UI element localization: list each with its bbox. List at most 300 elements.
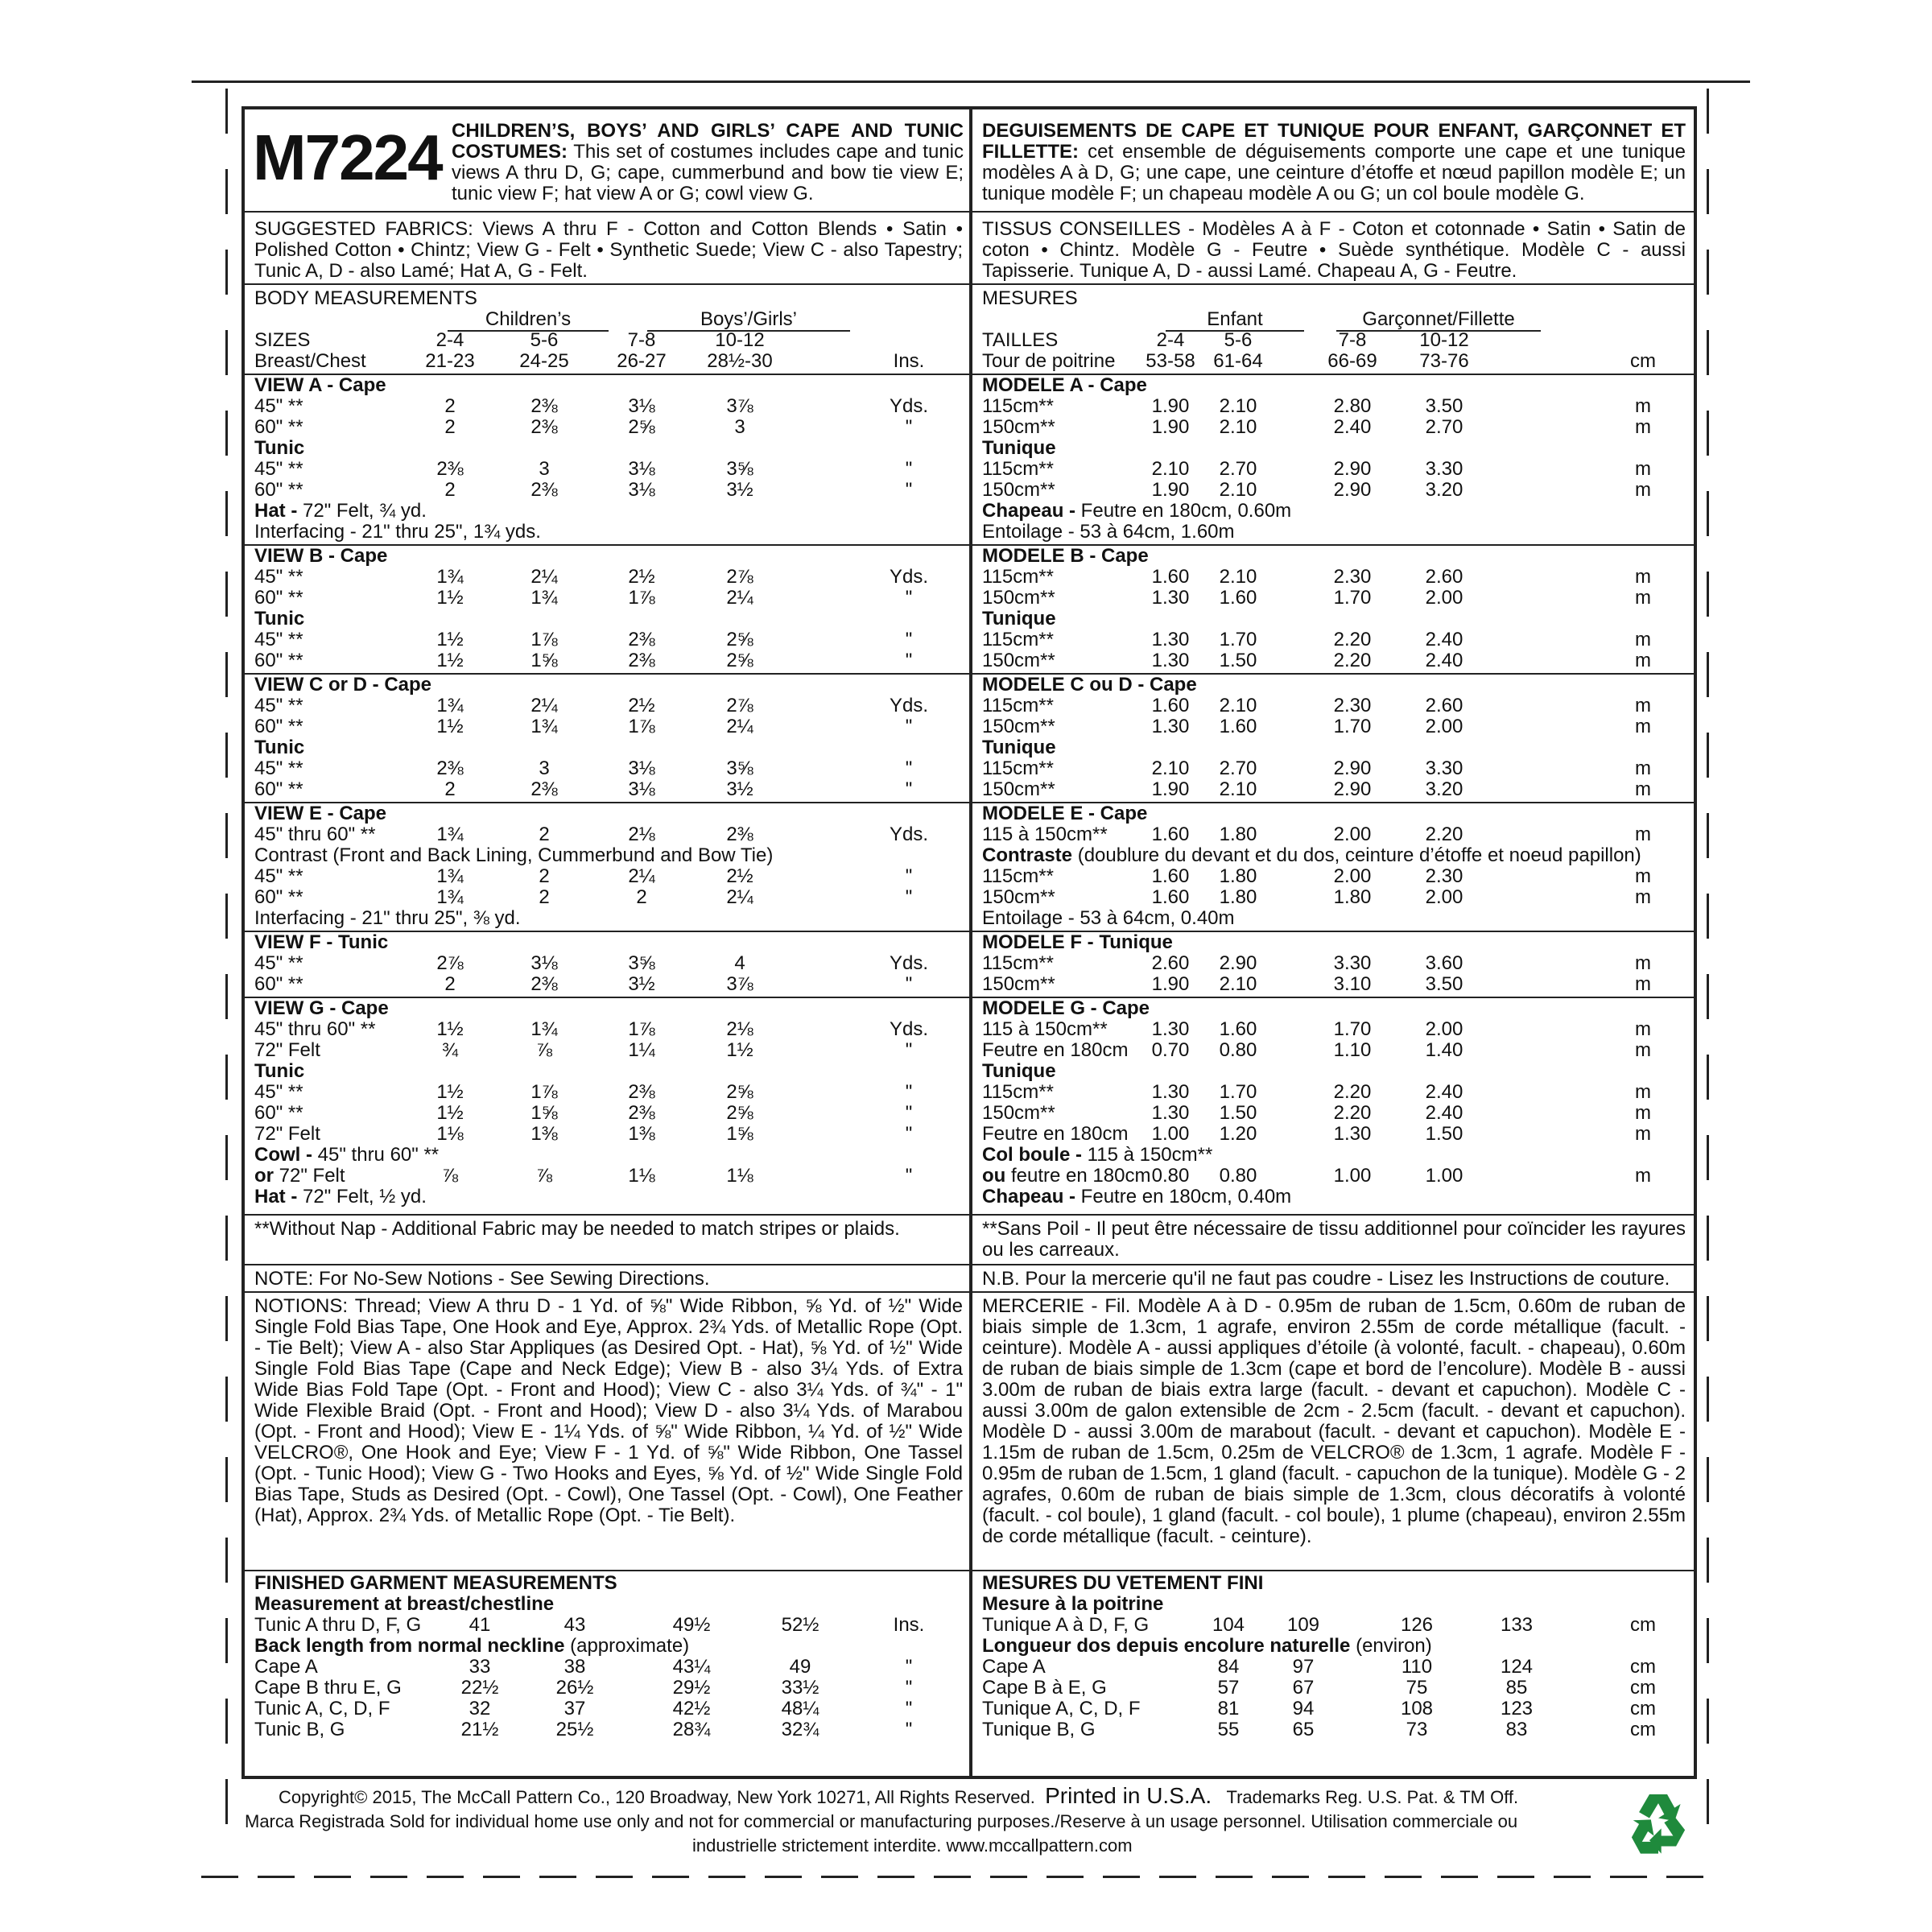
en-row-label [254, 1145, 439, 1166]
en-row-value: 1⅞ [628, 716, 655, 737]
fr-row-value: 1.30 [1151, 650, 1190, 671]
en-row-value: 2⅞ [726, 695, 753, 716]
cut-mark [370, 1876, 407, 1878]
fr-row-label: 115cm** [982, 1081, 1054, 1103]
fr-row-value: 3.20 [1425, 479, 1463, 501]
en-row-value: 2⅝ [726, 1102, 753, 1124]
fr-group2: Garçonnet/Fillette [1362, 308, 1515, 330]
en-fin-label: Cape A [254, 1656, 318, 1678]
fr-chest-2: 66-69 [1327, 350, 1377, 372]
french-intro [982, 121, 1686, 204]
en-row-value: 3⅝ [726, 458, 753, 480]
fr-row-value: 2.00 [1333, 824, 1372, 845]
en-row-value: 2⅜ [530, 778, 558, 800]
fr-row-label: MODELE A - Cape [982, 374, 1147, 396]
fr-fin-unit: cm [1630, 1698, 1656, 1719]
fr-row-label: 115cm** [982, 758, 1054, 779]
en-row-value: 3⅝ [628, 952, 655, 974]
cut-mark [1707, 1699, 1709, 1744]
use-notice: Marca Registrada Sold for individual home use only and not for commercial or manufacturing purposes./Reserve à un usage personnel. Utilisation commerciale ou [245, 1811, 1518, 1831]
fr-row-value: 3.10 [1333, 973, 1372, 995]
fr-row-value: 2.60 [1425, 695, 1463, 716]
fr-row-value: 2.40 [1425, 1081, 1463, 1103]
fr-finished-title: MESURES DU VETEMENT FINI [982, 1572, 1264, 1594]
en-row-label: 72" Felt [254, 1039, 320, 1061]
fr-row-unit: m [1635, 716, 1651, 737]
cut-mark [427, 1876, 464, 1878]
en-fin-value: 33 [469, 1656, 491, 1678]
fr-row-label: Tunique [982, 737, 1056, 758]
fr-row-unit: m [1635, 1102, 1651, 1124]
en-row-value: 2¼ [530, 695, 558, 716]
copyright-line [279, 1783, 1518, 1809]
en-row-label: 45" ** [254, 629, 303, 650]
fr-row-label: 115cm** [982, 629, 1054, 650]
fr-row-label: Entoilage - 53 à 64cm, 1.60m [982, 521, 1235, 543]
rule [972, 1570, 1694, 1571]
en-row-value: 2⅜ [530, 973, 558, 995]
french-title: DEGUISEMENTS DE CAPE ET TUNIQUE POUR ENFANT, GARÇONNET ET FILLETTE: [982, 120, 1686, 163]
fr-group1: Enfant [1207, 308, 1263, 330]
fr-row-label: MODELE B - Cape [982, 545, 1149, 567]
fr-row-value: 1.40 [1425, 1039, 1463, 1061]
en-row-label: 60" ** [254, 973, 303, 995]
fr-row-label [982, 501, 1291, 522]
en-row-unit: " [905, 865, 913, 887]
en-fin-label: Cape B thru E, G [254, 1677, 402, 1699]
cut-mark [1554, 1876, 1591, 1878]
fr-chest-label: Tour de poitrine [982, 350, 1116, 372]
en-row-label: 60" ** [254, 886, 303, 908]
fr-row-label: 150cm** [982, 716, 1055, 737]
en-fin-label: Tunic A thru D, F, G [254, 1614, 422, 1636]
en-row-value: 2¼ [726, 716, 753, 737]
en-sizes-label: SIZES [254, 329, 311, 351]
en-row-value: 1¾ [530, 587, 558, 609]
cut-mark [258, 1876, 295, 1878]
en-row-value: 2 [444, 416, 456, 438]
en-row-label: 60" ** [254, 1102, 303, 1124]
fr-row-value: 0.70 [1151, 1039, 1190, 1061]
en-size-0: 2-4 [436, 329, 464, 351]
en-row-value: 1¾ [530, 716, 558, 737]
en-chest-0: 21-23 [425, 350, 475, 372]
cut-mark [225, 250, 228, 295]
en-row-value: 2 [444, 479, 456, 501]
en-fin-value: 43¼ [672, 1656, 711, 1678]
fr-finished-sub2 [982, 1636, 1432, 1657]
fr-row-value: 2.90 [1333, 458, 1372, 480]
en-row-label: 45" ** [254, 1081, 303, 1103]
fr-fin-value: 94 [1292, 1698, 1315, 1719]
fr-fin-unit: cm [1630, 1677, 1656, 1699]
cut-mark [1666, 1876, 1703, 1878]
en-fin-unit: " [905, 1677, 913, 1699]
cut-mark [596, 1876, 633, 1878]
rule [245, 1570, 969, 1571]
cut-mark [1707, 652, 1709, 697]
en-row-value: 1⅝ [726, 1123, 753, 1145]
fr-row-value: 1.60 [1151, 695, 1190, 716]
fr-row-label: Tunique [982, 1060, 1056, 1082]
cut-mark [225, 894, 228, 939]
fr-fin-label: Cape B à E, G [982, 1677, 1107, 1699]
fr-row-value: 1.30 [1151, 1081, 1190, 1103]
fr-row-label: Tunique [982, 608, 1056, 630]
en-chest-2: 26-27 [617, 350, 667, 372]
en-row-value: 3⅝ [726, 758, 753, 779]
cut-mark [1159, 1876, 1196, 1878]
en-fin-value: 37 [564, 1698, 586, 1719]
rule [972, 283, 1694, 285]
en-row-label: 45" thru 60" ** [254, 824, 376, 845]
en-fin-unit: " [905, 1698, 913, 1719]
fr-row-value: 2.10 [1219, 566, 1257, 588]
label-rest: 72" Felt, ½ yd. [297, 1186, 427, 1208]
en-row-label: Interfacing - 21" thru 25", ⅜ yd. [254, 907, 521, 929]
fr-row-label: Tunique [982, 437, 1056, 459]
cut-mark [225, 411, 228, 456]
fr-row-value: 1.20 [1219, 1123, 1257, 1145]
fr-row-value: 2.60 [1425, 566, 1463, 588]
fr-row-value: 0.80 [1151, 1165, 1190, 1187]
en-row-value: 2 [539, 865, 550, 887]
cut-mark [1707, 89, 1709, 134]
en-fin-unit: Ins. [893, 1614, 925, 1636]
label-bold: ou [982, 1165, 1006, 1187]
french-intro-text: cet ensemble de déguisements comporte une cape et une tunique modèles A à D, G; une cape, une ceinture d’étoffe et nœud papillon modèle E; un tunique modèle F; un chapeau modèle A ou G; un col boule modèle G. [982, 141, 1686, 204]
fr-row-label [982, 1187, 1291, 1208]
fr-row-value: 1.30 [1151, 1018, 1190, 1040]
en-row-value: 3⅛ [628, 758, 655, 779]
cut-mark [225, 89, 228, 134]
fr-row-value: 2.90 [1333, 778, 1372, 800]
en-row-unit: " [905, 1102, 913, 1124]
fr-fin-value: 123 [1500, 1698, 1534, 1719]
fr-row-value: 3.20 [1425, 778, 1463, 800]
fr-fin-value: 55 [1217, 1719, 1240, 1740]
fr-row-label: 115 à 150cm** [982, 824, 1108, 845]
en-row-value: 2⅜ [530, 416, 558, 438]
fr-sew-note: N.B. Pour la mercerie qu'il ne faut pas coudre - Lisez les Instructions de couture. [982, 1268, 1670, 1290]
en-row-value: 3⅛ [628, 458, 655, 480]
cut-mark [1707, 1457, 1709, 1502]
cut-mark [1707, 330, 1709, 375]
fr-row-value: 2.00 [1425, 886, 1463, 908]
fr-row-label [982, 845, 1641, 866]
en-row-value: 3⅞ [726, 395, 753, 417]
fr-row-value: 1.60 [1219, 716, 1257, 737]
en-row-value: 3⅛ [628, 479, 655, 501]
fr-row-label: 150cm** [982, 479, 1055, 501]
cut-mark [1707, 894, 1709, 939]
fr-row-value: 2.20 [1425, 824, 1463, 845]
en-row-value: 1⅛ [726, 1165, 753, 1187]
en-row-value: 1¾ [436, 695, 464, 716]
fr-row-value: 2.30 [1333, 566, 1372, 588]
fr-fin-value: 124 [1500, 1656, 1534, 1678]
en-sew-note: NOTE: For No-Sew Notions - See Sewing Directions. [254, 1268, 710, 1290]
label-bold: Hat - [254, 500, 298, 522]
en-row-label: Contrast (Front and Back Lining, Cummerbund and Bow Tie) [254, 844, 774, 866]
fr-row-value: 2.70 [1219, 458, 1257, 480]
en-row-unit: " [905, 650, 913, 671]
en-row-value: ⅞ [441, 1165, 458, 1187]
fr-row-value: 1.30 [1333, 1123, 1372, 1145]
en-fin-value: 25½ [555, 1719, 594, 1740]
fr-row-value: 3.30 [1425, 758, 1463, 779]
cut-mark [1328, 1876, 1365, 1878]
en-row-value: 1½ [436, 629, 464, 650]
en-row-label [254, 1166, 345, 1187]
fr-row-value: 1.70 [1219, 629, 1257, 650]
en-row-value: 2⅜ [628, 650, 655, 671]
cut-mark [1707, 1055, 1709, 1100]
fr-row-value: 2.20 [1333, 629, 1372, 650]
fr-row-value: 2.90 [1219, 952, 1257, 974]
fr-fin-value: 57 [1217, 1677, 1240, 1699]
en-size-1: 5-6 [530, 329, 559, 351]
en-row-label: 60" ** [254, 416, 303, 438]
en-row-value: 3 [539, 758, 550, 779]
en-row-unit: " [905, 886, 913, 908]
fr-row-unit: m [1635, 824, 1651, 845]
cut-mark [1707, 733, 1709, 778]
sub2-rest: (environ) [1350, 1635, 1432, 1657]
cut-mark [821, 1876, 858, 1878]
fr-row-value: 2.40 [1425, 1102, 1463, 1124]
cut-mark [1610, 1876, 1647, 1878]
en-fin-value: 48¼ [781, 1698, 819, 1719]
fr-fin-value: 67 [1292, 1677, 1315, 1699]
en-row-value: 1½ [436, 587, 464, 609]
cut-mark [225, 1135, 228, 1180]
en-fin-value: 26½ [555, 1677, 594, 1699]
pattern-number: M7224 [253, 122, 442, 193]
en-row-label: 45" ** [254, 695, 303, 716]
en-row-unit: " [905, 458, 913, 480]
label-rest: 72" Felt, ¾ yd. [297, 500, 427, 522]
label-bold: Chapeau - [982, 500, 1076, 522]
content-frame [242, 106, 1697, 1779]
fr-fin-value: 108 [1400, 1698, 1434, 1719]
fr-row-label: 150cm** [982, 778, 1055, 800]
en-row-value: 2 [444, 778, 456, 800]
cut-mark [1707, 1135, 1709, 1180]
fr-row-unit: m [1635, 973, 1651, 995]
fr-row-label: Feutre en 180cm [982, 1123, 1129, 1145]
en-fin-value: 29½ [672, 1677, 711, 1699]
en-group2: Boys’/Girls’ [700, 308, 797, 330]
fr-row-value: 2.10 [1219, 395, 1257, 417]
en-row-label: 45" ** [254, 952, 303, 974]
fr-row-unit: m [1635, 629, 1651, 650]
fr-row-value: 1.90 [1151, 395, 1190, 417]
fr-row-value: 3.30 [1425, 458, 1463, 480]
cut-mark [314, 1876, 351, 1878]
cut-mark [1497, 1876, 1534, 1878]
fr-row-label: 150cm** [982, 973, 1055, 995]
fr-fin-value: 81 [1217, 1698, 1240, 1719]
en-row-value: 4 [734, 952, 745, 974]
en-row-unit: Yds. [889, 952, 929, 974]
en-row-value: ⅞ [535, 1039, 552, 1061]
fr-row-label: 150cm** [982, 416, 1055, 438]
en-chest-1: 24-25 [519, 350, 569, 372]
cut-mark [1441, 1876, 1478, 1878]
fr-row-value: 1.50 [1219, 1102, 1257, 1124]
fr-row-label: 115cm** [982, 952, 1054, 974]
french-fabrics: TISSUS CONSEILLES - Modèles A à F - Coton et cotonnade • Satin • Satin de coton • Chintz. Modèle G - Feutre • Suède synthétique. Modèle C - aussi Tapisserie. Tunique A, D - aussi Lamé. Chapeau A, G - Feutre. [982, 218, 1686, 282]
fr-row-value: 2.10 [1219, 479, 1257, 501]
fr-row-label: 115cm** [982, 458, 1054, 480]
french-column [972, 109, 1694, 1776]
fr-row-value: 1.00 [1151, 1123, 1190, 1145]
en-row-label [254, 1187, 427, 1208]
fr-fin-value: 75 [1406, 1677, 1428, 1699]
en-row-value: 1½ [436, 1018, 464, 1040]
fr-row-value: 2.40 [1425, 650, 1463, 671]
fr-row-value: 2.10 [1219, 695, 1257, 716]
fr-row-value: 2.70 [1219, 758, 1257, 779]
label-bold: Chapeau - [982, 1186, 1076, 1208]
cut-mark [225, 330, 228, 375]
en-row-value: 3⅛ [628, 395, 655, 417]
fr-row-label: 115 à 150cm** [982, 1018, 1108, 1040]
en-row-value: 1⅝ [530, 650, 558, 671]
fr-fin-unit: cm [1630, 1719, 1656, 1740]
fr-row-value: 2.70 [1425, 416, 1463, 438]
label-bold: Contraste [982, 844, 1073, 866]
label-rest: (doublure du devant et du dos, ceinture d’étoffe et noeud papillon) [1072, 844, 1641, 866]
fr-fin-value: 83 [1505, 1719, 1528, 1740]
fr-row-value: 1.90 [1151, 416, 1190, 438]
fr-row-value: 1.80 [1333, 886, 1372, 908]
cut-mark [1707, 1296, 1709, 1341]
en-row-unit: " [905, 758, 913, 779]
fr-row-label: 150cm** [982, 587, 1055, 609]
rule [972, 1264, 1694, 1265]
en-size-2: 7-8 [627, 329, 656, 351]
fr-row-label: MODELE G - Cape [982, 997, 1150, 1019]
en-chest-3: 28½-30 [707, 350, 773, 372]
cut-mark [1707, 572, 1709, 617]
fr-row-unit: m [1635, 886, 1651, 908]
en-row-label: Tunic [254, 608, 305, 630]
cut-mark [1707, 1618, 1709, 1663]
cut-mark [192, 80, 1750, 83]
label-rest: Feutre en 180cm, 0.60m [1075, 500, 1292, 522]
fr-chest-0: 53-58 [1146, 350, 1195, 372]
en-row-unit: " [905, 587, 913, 609]
cut-mark [990, 1876, 1027, 1878]
fr-body-title: MESURES [982, 287, 1078, 309]
fr-row-label: MODELE C ou D - Cape [982, 674, 1197, 696]
en-row-label: 45" ** [254, 865, 303, 887]
fr-row-unit: m [1635, 695, 1651, 716]
en-row-value: 1⅞ [530, 629, 558, 650]
rule [245, 1264, 969, 1265]
fr-row-unit: m [1635, 1165, 1651, 1187]
en-finished-title: FINISHED GARMENT MEASUREMENTS [254, 1572, 617, 1594]
cut-mark [1707, 411, 1709, 456]
fr-row-value: 1.80 [1219, 824, 1257, 845]
en-row-value: 2⅜ [628, 1102, 655, 1124]
fr-fin-value: 85 [1505, 1677, 1528, 1699]
en-row-label: Tunic [254, 737, 305, 758]
cut-mark [225, 1538, 228, 1583]
fr-notions: MERCERIE - Fil. Modèle A à D - 0.95m de ruban de 1.5cm, 0.60m de ruban de biais simple de 1.3cm, 1 agrafe, environ 2.55m de corde métallique (facult. - ceinture). Modèle A - aussi appliques d’étoile (à volonté, facult. - chapeau), 0.60m de ruban de biais simple de 1.3cm (cape et bord de l’encolure). Modèle B - aussi 3.00m de ruban de biais extra large (facult. - devant et capuchon). Modèle C - aussi 3.00m de galon extensible de 2cm - 2.5cm (facult. - devant et capuchon). Modèle D - aussi 3.00m de marabout (facult. - devant et capuchon). Modèle E - 1.15m de ruban de 1.5cm, 0.25m de VELCRO® de 1.3cm, 1 agrafe. Modèle F - 0.95m de ruban de 1.5cm, 1 gland (facult. - capuchon de la tunique). Modèle G - 2 agrafes, 0.60m de ruban de biais simple de 1.3cm, clous décoratifs à volonté (facult. - col boule), 1 gland (facult. - col boule), 1 plume (chapeau), environ 2.55m de corde métallique (facult. - ceinture). [982, 1295, 1686, 1547]
en-row-label [254, 501, 427, 522]
fr-fin-value: 133 [1500, 1614, 1534, 1636]
en-fin-value: 49 [789, 1656, 811, 1678]
en-row-label: 60" ** [254, 650, 303, 671]
en-row-label: Tunic [254, 1060, 305, 1082]
en-row-label: VIEW A - Cape [254, 374, 386, 396]
en-row-value: 3½ [726, 479, 753, 501]
cut-mark [225, 572, 228, 617]
cut-mark [1272, 1876, 1309, 1878]
en-row-label: 45" ** [254, 395, 303, 417]
en-fin-value: 41 [469, 1614, 491, 1636]
fr-row-unit: m [1635, 587, 1651, 609]
rule [245, 1214, 969, 1216]
en-row-value: 3½ [726, 778, 753, 800]
en-row-value: 1¾ [530, 1018, 558, 1040]
en-row-value: 1½ [436, 1081, 464, 1103]
en-chest-label: Breast/Chest [254, 350, 366, 372]
en-row-value: 2 [539, 886, 550, 908]
fr-row-label: 150cm** [982, 650, 1055, 671]
fr-row-unit: m [1635, 650, 1651, 671]
fr-row-unit: m [1635, 1123, 1651, 1145]
label-rest: Feutre en 180cm, 0.40m [1075, 1186, 1292, 1208]
en-row-value: 1⅜ [628, 1123, 655, 1145]
fr-row-label: MODELE F - Tunique [982, 931, 1173, 953]
cut-mark [708, 1876, 745, 1878]
cut-mark [225, 1699, 228, 1744]
en-row-value: 2½ [628, 566, 655, 588]
en-group1: Children’s [485, 308, 572, 330]
en-row-value: 2½ [628, 695, 655, 716]
fr-fin-value: 126 [1400, 1614, 1434, 1636]
fr-row-label: MODELE E - Cape [982, 803, 1148, 824]
english-intro [452, 121, 964, 204]
cut-mark [201, 1876, 238, 1878]
en-row-value: 1⅞ [628, 587, 655, 609]
fr-row-value: 2.00 [1333, 865, 1372, 887]
fr-sizes-label: TAILLES [982, 329, 1059, 351]
en-row-unit: " [905, 716, 913, 737]
fr-fin-label: Tunique A à D, F, G [982, 1614, 1150, 1636]
cut-mark [225, 652, 228, 697]
fr-row-value: 1.00 [1425, 1165, 1463, 1187]
fr-nap-note: **Sans Poil - Il peut être nécessaire de tissu additionnel pour coïncider les rayures ou les carreaux. [982, 1218, 1686, 1261]
fr-row-value: 1.30 [1151, 1102, 1190, 1124]
en-fin-label: Tunic A, C, D, F [254, 1698, 390, 1719]
english-column [245, 109, 969, 1776]
fr-row-value: 1.70 [1333, 1018, 1372, 1040]
fr-row-value: 2.40 [1333, 416, 1372, 438]
fr-row-value: 2.20 [1333, 1081, 1372, 1103]
en-row-value: 1⅞ [530, 1081, 558, 1103]
en-row-unit: " [905, 629, 913, 650]
en-row-label: VIEW B - Cape [254, 545, 388, 567]
en-row-value: 2⅜ [628, 629, 655, 650]
en-row-value: ⅞ [535, 1165, 552, 1187]
en-unit: Ins. [893, 350, 925, 372]
cut-mark [1707, 1779, 1709, 1824]
